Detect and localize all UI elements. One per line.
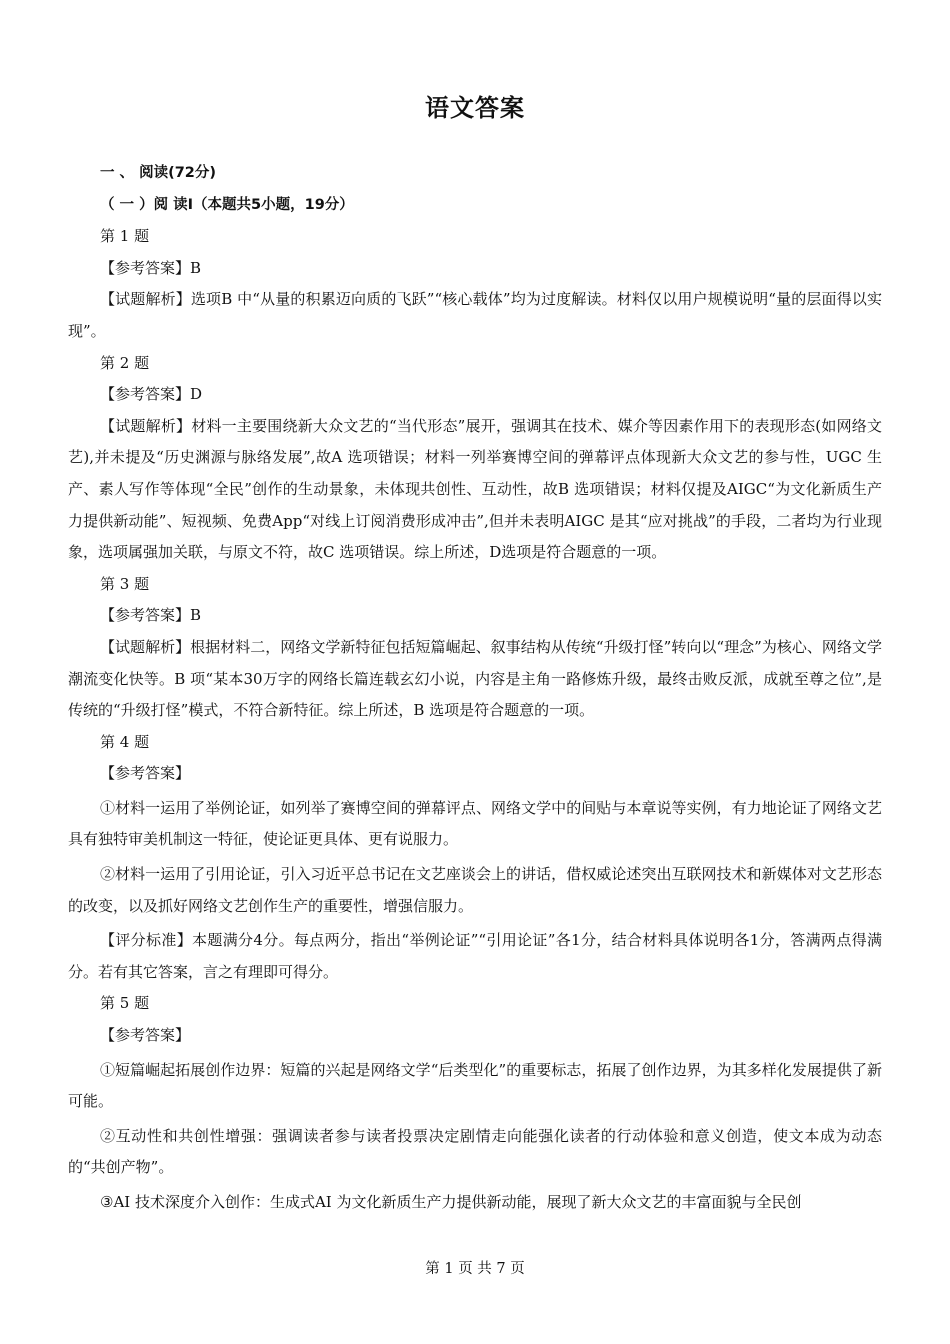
question-4-label: 第 4 题 [100, 732, 150, 751]
section-heading: 一 、 阅读(72分) [100, 165, 217, 181]
question-5-point-1: ①短篇崛起拓展创作边界：短篇的兴起是网络文学“后类型化”的重要标志，拓展了创作边界，为其多样化发展提供了新可能。 [68, 1060, 882, 1111]
question-3-label: 第 3 题 [100, 574, 150, 593]
question-5-answer: 【参考答案】 [100, 1026, 191, 1045]
question-2-answer: 【参考答案】D [100, 385, 203, 404]
page-footer: 第 1 页 共 7 页 [425, 1261, 525, 1277]
question-2-label: 第 2 题 [100, 353, 150, 372]
question-3-answer: 【参考答案】B [100, 606, 202, 625]
question-1-analysis: 【试题解析】选项B 中“从量的积累迈向质的飞跃”“核心载体”均为过度解读。材料仅以用户规模说明“量的层面得以实现”。 [68, 290, 882, 340]
document-body [68, 158, 882, 1219]
question-5-label: 第 5 题 [100, 994, 150, 1013]
question-1-label: 第 1 题 [100, 227, 150, 246]
question-2-analysis: 【试题解析】材料一主要围绕新大众文艺的“当代形态”展开，强调其在技术、媒介等因素作用下的表现形态(如网络文艺),并未提及“历史渊源与脉络发展”,故A 选项错误；材料一列举赛博空间的弹幕评点体现新大众文艺的参与性，UGC 生产、素人写作等体现“全民”创作的生动景象，未体现共创性、互动性，故B 选项错误；材料仅提及AIGC“为文化新质生产力提供新动能”、短视频、免费App“对线上订阅消费形成冲击”,但并未表明AIGC 是其“应对挑战”的手段，二者均为行业现象，选项属强加关联，与原文不符，故C 选项错误。综上所述，D选项是符合题意的一项。 [68, 416, 882, 562]
page-title: 语文答案 [425, 94, 525, 122]
question-4-point-2: ②材料一运用了引用论证，引入习近平总书记在文艺座谈会上的讲话，借权威论述突出互联网技术和新媒体对文艺形态的改变，以及抓好网络文艺创作生产的重要性，增强信服力。 [68, 865, 882, 915]
question-4-answer: 【参考答案】 [100, 764, 191, 783]
question-4-point-1: ①材料一运用了举例论证，如列举了赛博空间的弹幕评点、网络文学中的间贴与本章说等实例，有力地论证了网络文艺具有独特审美机制这一特征，使论证更具体、更有说服力。 [68, 798, 882, 849]
question-5-point-2: ②互动性和共创性增强：强调读者参与读者投票决定剧情走向能强化读者的行动体验和意义创造，使文本成为动态的“共创产物”。 [68, 1126, 882, 1177]
subsection-heading: （ 一 ）阅 读I（本题共5小题，19分） [100, 196, 354, 213]
question-4-scoring: 【评分标准】本题满分4分。每点两分，指出“举例论证”“引用论证”各1分，结合材料具体说明各1分，答满两点得满分。若有其它答案，言之有理即可得分。 [68, 931, 882, 981]
question-5-point-3: ③AI 技术深度介入创作：生成式AI 为文化新质生产力提供新动能，展现了新大众文艺的丰富面貌与全民创 [100, 1193, 802, 1211]
question-3-analysis: 【试题解析】根据材料二，网络文学新特征包括短篇崛起、叙事结构从传统“升级打怪”转向以“理念”为核心、网络文学潮流变化快等。B 项“某本30万字的网络长篇连载玄幻小说，内容是主角一路修炼升级，最终击败反派，成就至尊之位”,是传统的“升级打怪”模式，不符合新特征。综上所述，B 选项是符合题意的一项。 [68, 637, 882, 720]
question-1-answer: 【参考答案】B [100, 258, 202, 277]
